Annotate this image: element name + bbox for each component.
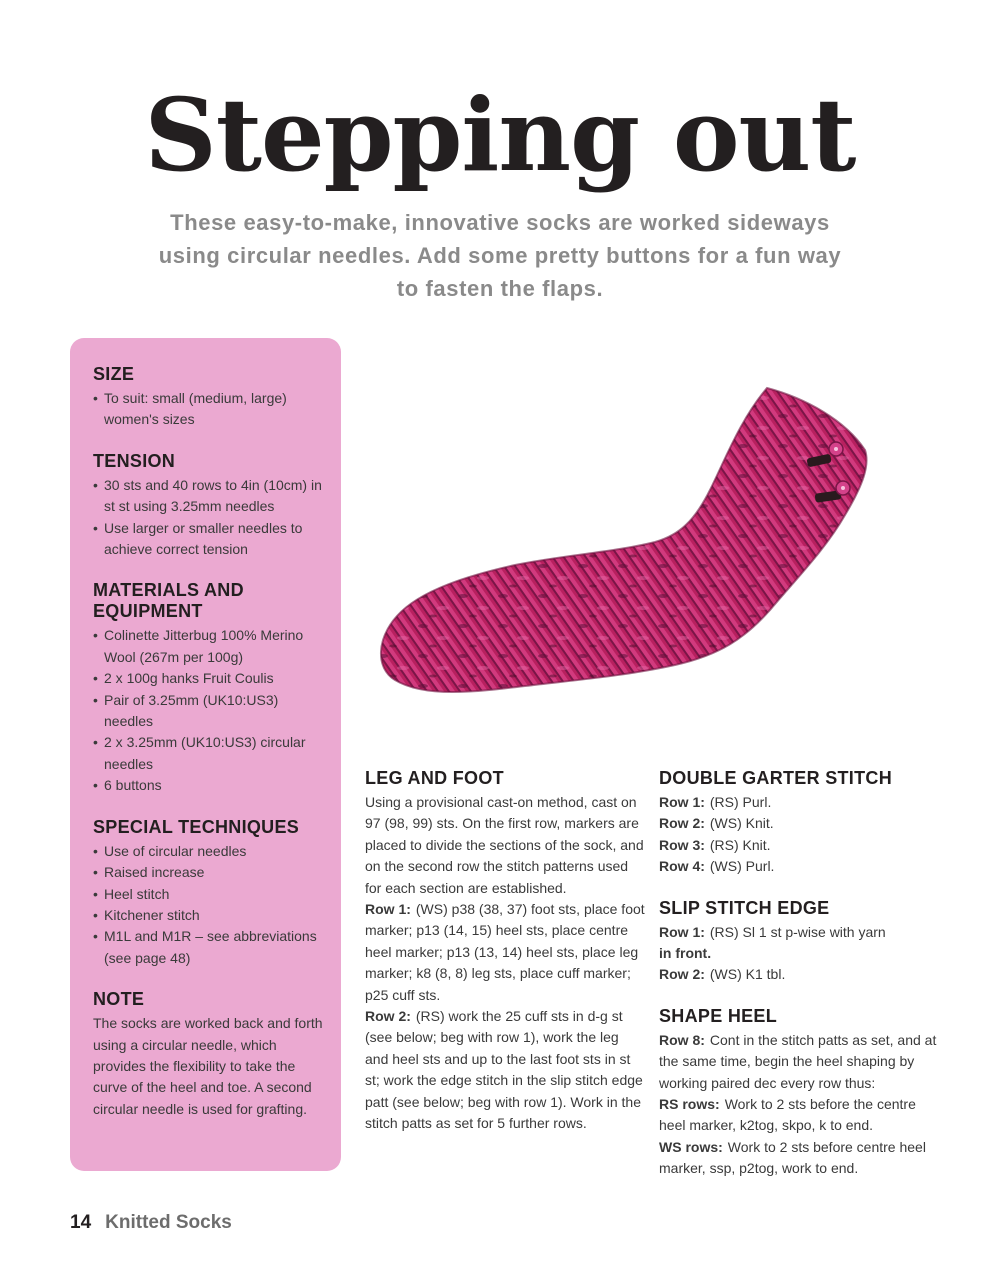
row-label: Row 2:: [659, 966, 705, 983]
list-item: • Raised increase: [93, 862, 329, 883]
instruction-row: [659, 1137, 939, 1180]
materials-section: [93, 580, 329, 796]
list-item: • Kitchener stitch: [93, 905, 329, 926]
row-label: RS rows:: [659, 1096, 720, 1113]
page-number: 14: [70, 1212, 92, 1233]
sock-photo: [375, 380, 875, 710]
leg-and-foot-column: [365, 768, 645, 1135]
flower-button-icon: [829, 442, 843, 456]
note-text: The socks are worked back and forth using a circular needle, which provides the flexibility to take the curve of the heel and toe. A second circular needle is used for grafting.: [93, 1015, 323, 1117]
row-label: Row 8:: [659, 1031, 705, 1048]
size-heading: SIZE: [93, 364, 135, 384]
instruction-row: [659, 964, 939, 985]
row-text: (RS) Purl.: [709, 794, 772, 810]
double-garter-section: [659, 768, 939, 878]
shape-heel-section: [659, 1006, 939, 1180]
list-item: • Colinette Jitterbug 100% Merino Wool (267m per 100g): [93, 625, 329, 668]
row-text: (WS) K1 tbl.: [709, 966, 786, 983]
row-text: (WS) Knit.: [709, 815, 774, 832]
info-panel: [70, 338, 341, 1171]
list-item: • 30 sts and 40 rows to 4in (10cm) in st st using 3.25mm needles: [93, 475, 329, 518]
leg-and-foot-heading: LEG AND FOOT: [365, 768, 504, 788]
sock-illustration: [375, 380, 875, 710]
instruction-row: [659, 835, 939, 856]
row-label: Row 4:: [659, 858, 705, 875]
page-title: Stepping out: [144, 76, 856, 194]
row-text: Work to 2 sts before the centre heel marker, k2tog, skpo, k to end.: [659, 1096, 916, 1134]
right-column: [659, 768, 939, 1200]
flower-button-icon: [836, 481, 850, 495]
special-techniques-heading: SPECIAL TECHNIQUES: [93, 816, 300, 837]
slip-stitch-section: [659, 898, 939, 986]
intro-line: These easy-to-make, innovative socks are worked sideways: [170, 210, 830, 235]
row-text: (WS) p38 (38, 37) foot sts, place foot marker; p13 (14, 15) heel sts, place centre heel marker; p13 (13, 14) heel sts, place leg marker; k8 (8, 8) leg sts, place cuff marker; p25 cuff sts.: [365, 901, 645, 1003]
list-item: • Use of circular needles: [93, 841, 329, 862]
row-text: (WS) Purl.: [709, 858, 775, 875]
row-label: Row 1:: [659, 794, 705, 810]
note-heading: NOTE: [93, 989, 145, 1010]
intro-paragraph: [120, 206, 880, 305]
shape-heel-heading: SHAPE HEEL: [659, 1005, 778, 1026]
tension-section: [93, 451, 329, 561]
instruction-row: [365, 1006, 645, 1134]
row-label: Row 2:: [365, 1008, 411, 1025]
size-section: [93, 364, 329, 431]
row-text: (RS) work the 25 cuff sts in d-g st (see below; beg with row 1), work the leg and heel sts and up to the last foot sts in st st; work the edge stitch in the slip stitch edge patt (see below; beg with row 1). Work in the stitch patts as set for 5 further rows.: [365, 1008, 643, 1132]
intro-line: to fasten the flaps.: [396, 276, 604, 301]
instruction-row: [659, 792, 939, 813]
instruction-row: [659, 922, 939, 965]
row-text-bold: in front.: [659, 945, 712, 962]
instruction-row: [659, 856, 939, 877]
instruction-row: [659, 1094, 939, 1137]
tension-heading: TENSION: [93, 450, 176, 471]
list-item: • 6 buttons: [93, 775, 329, 796]
materials-heading: MATERIALS AND EQUIPMENT: [93, 580, 244, 622]
leg-and-foot-intro: Using a provisional cast-on method, cast on 97 (98, 99) sts. On the first row, markers are placed to divide the sections of the sock, and on the second row the stitch patterns used for each section are established.: [365, 794, 644, 896]
list-item: • 2 x 3.25mm (UK10:US3) circular needles: [93, 732, 329, 775]
row-label: Row 1:: [365, 901, 411, 918]
note-section: [93, 989, 329, 1120]
instruction-row: [365, 899, 645, 1006]
row-label: Row 1:: [659, 923, 705, 940]
list-item: • Pair of 3.25mm (UK10:US3) needles: [93, 690, 329, 733]
special-techniques-section: [93, 817, 329, 969]
row-text: (RS) Sl 1 st p-wise with yarn: [709, 923, 886, 940]
list-item: • Use larger or smaller needles to achieve correct tension: [93, 518, 329, 561]
intro-line: using circular needles. Add some pretty buttons for a fun way: [158, 243, 842, 268]
instruction-row: [659, 1030, 939, 1094]
page-footer: [70, 1212, 232, 1234]
row-text: Work to 2 sts before centre heel marker, ssp, p2tog, work to end.: [659, 1138, 926, 1177]
list-item: • 2 x 100g hanks Fruit Coulis: [93, 668, 329, 689]
list-item: • Heel stitch: [93, 884, 329, 905]
row-label: Row 3:: [659, 836, 705, 853]
slip-stitch-heading: SLIP STITCH EDGE: [659, 897, 830, 918]
row-text: Cont in the stitch patts as set, and at the same time, begin the heel shaping by working paired dec every row thus:: [659, 1031, 937, 1091]
book-title: Knitted Socks: [105, 1212, 232, 1233]
double-garter-heading: DOUBLE GARTER STITCH: [659, 768, 892, 788]
row-label: WS rows:: [659, 1138, 723, 1155]
list-item: • To suit: small (medium, large) women's sizes: [93, 388, 329, 431]
list-item: • M1L and M1R – see abbreviations (see page 48): [93, 926, 329, 969]
instruction-row: [659, 813, 939, 834]
row-label: Row 2:: [659, 815, 705, 832]
row-text: (RS) Knit.: [709, 836, 771, 853]
